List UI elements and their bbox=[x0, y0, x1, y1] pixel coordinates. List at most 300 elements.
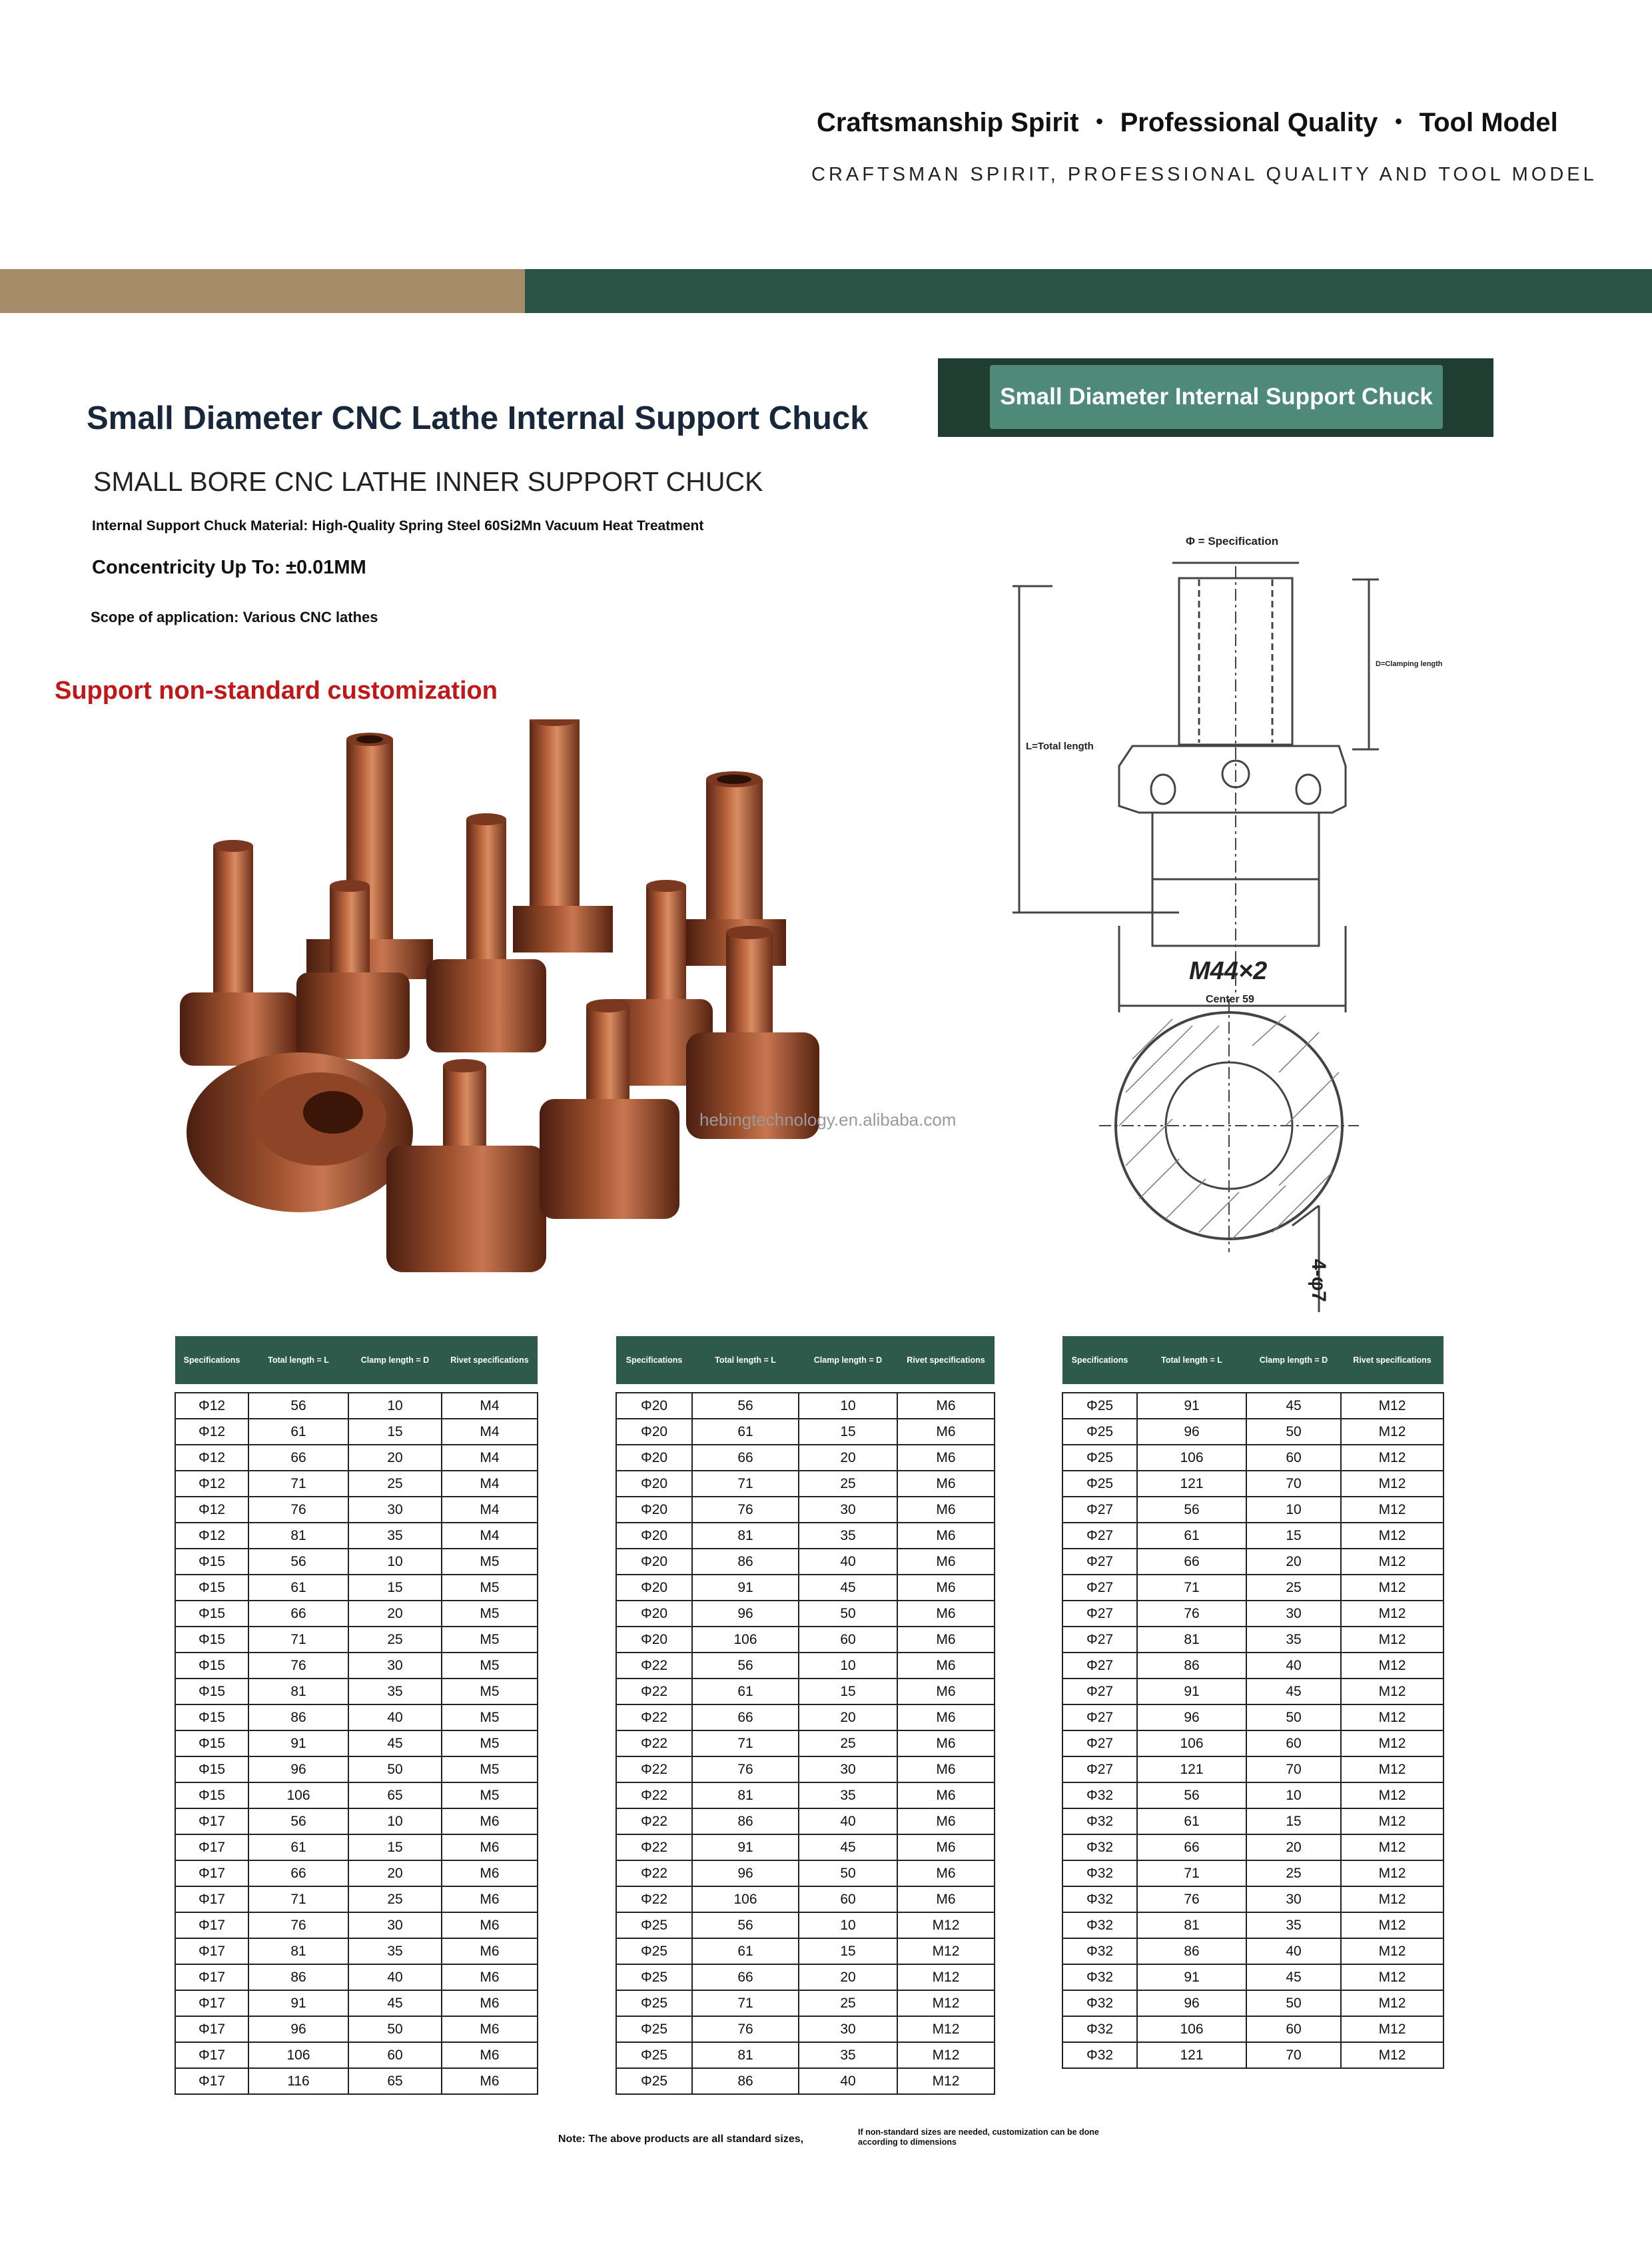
table-row bbox=[1062, 1445, 1444, 1471]
cell-clamp-length: 35 bbox=[799, 1523, 897, 1549]
chuck-left bbox=[180, 840, 300, 1066]
cell-rivet: M12 bbox=[1341, 1393, 1444, 1419]
cell-rivet: M6 bbox=[897, 1419, 995, 1445]
slogan-subtitle: CRAFTSMAN SPIRIT, PROFESSIONAL QUALITY AND TOOL MODEL bbox=[811, 164, 1597, 185]
table-row bbox=[1062, 1419, 1444, 1445]
cell-total-length: 56 bbox=[1137, 1497, 1246, 1523]
table-row bbox=[1062, 1575, 1444, 1601]
table-row bbox=[1062, 1964, 1444, 1990]
cell-clamp-length: 35 bbox=[348, 1523, 442, 1549]
cell-total-length: 71 bbox=[692, 1730, 799, 1756]
cell-clamp-length: 35 bbox=[1246, 1627, 1341, 1653]
cell-spec: Φ17 bbox=[175, 1808, 248, 1834]
cell-clamp-length: 20 bbox=[799, 1704, 897, 1730]
total-length-label: L=Total length bbox=[1026, 741, 1094, 752]
cell-rivet: M6 bbox=[897, 1834, 995, 1860]
table-row bbox=[175, 2068, 538, 2094]
table-row bbox=[616, 1419, 995, 1445]
concentricity-text: Concentricity Up To: ±0.01MM bbox=[92, 557, 366, 578]
cell-clamp-length: 30 bbox=[1246, 1886, 1341, 1912]
cell-spec: Φ27 bbox=[1062, 1653, 1137, 1679]
header-specifications: Specifications bbox=[1062, 1336, 1137, 1384]
cell-clamp-length: 35 bbox=[348, 1938, 442, 1964]
cell-clamp-length: 15 bbox=[348, 1419, 442, 1445]
cell-rivet: M6 bbox=[442, 1860, 538, 1886]
table-row bbox=[616, 1756, 995, 1782]
cell-rivet: M6 bbox=[897, 1679, 995, 1704]
cell-spec: Φ22 bbox=[616, 1886, 692, 1912]
cell-rivet: M5 bbox=[442, 1627, 538, 1653]
table-row bbox=[175, 1990, 538, 2016]
cell-total-length: 106 bbox=[1137, 2016, 1246, 2042]
cell-clamp-length: 50 bbox=[799, 1601, 897, 1627]
cell-clamp-length: 20 bbox=[1246, 1834, 1341, 1860]
cell-clamp-length: 45 bbox=[799, 1834, 897, 1860]
cell-clamp-length: 10 bbox=[348, 1549, 442, 1575]
cell-rivet: M6 bbox=[897, 1601, 995, 1627]
cell-rivet: M12 bbox=[1341, 1886, 1444, 1912]
cell-spec: Φ27 bbox=[1062, 1756, 1137, 1782]
cell-rivet: M6 bbox=[897, 1808, 995, 1834]
cell-spec: Φ15 bbox=[175, 1704, 248, 1730]
cell-spec: Φ17 bbox=[175, 1964, 248, 1990]
cell-rivet: M12 bbox=[897, 2042, 995, 2068]
table-row bbox=[1062, 1990, 1444, 2016]
cell-total-length: 121 bbox=[1137, 1471, 1246, 1497]
cell-rivet: M12 bbox=[1341, 1549, 1444, 1575]
cell-spec: Φ17 bbox=[175, 2042, 248, 2068]
cell-spec: Φ22 bbox=[616, 1653, 692, 1679]
cell-spec: Φ32 bbox=[1062, 1808, 1137, 1834]
cell-clamp-length: 20 bbox=[799, 1445, 897, 1471]
cell-clamp-length: 60 bbox=[1246, 2016, 1341, 2042]
cell-spec: Φ22 bbox=[616, 1756, 692, 1782]
table-row bbox=[1062, 1523, 1444, 1549]
table-row bbox=[175, 1419, 538, 1445]
cell-spec: Φ20 bbox=[616, 1471, 692, 1497]
cell-spec: Φ20 bbox=[616, 1601, 692, 1627]
cell-total-length: 76 bbox=[1137, 1886, 1246, 1912]
cell-rivet: M12 bbox=[897, 2016, 995, 2042]
table-row bbox=[616, 1393, 995, 1419]
cell-total-length: 81 bbox=[692, 1523, 799, 1549]
cell-total-length: 86 bbox=[692, 1808, 799, 1834]
cell-clamp-length: 25 bbox=[1246, 1860, 1341, 1886]
cell-total-length: 56 bbox=[1137, 1782, 1246, 1808]
cell-clamp-length: 10 bbox=[348, 1393, 442, 1419]
table-row bbox=[616, 1730, 995, 1756]
cell-spec: Φ25 bbox=[616, 2068, 692, 2094]
cell-total-length: 61 bbox=[248, 1834, 348, 1860]
cell-rivet: M6 bbox=[897, 1549, 995, 1575]
cell-spec: Φ17 bbox=[175, 2068, 248, 2094]
cell-rivet: M6 bbox=[442, 1834, 538, 1860]
cell-rivet: M6 bbox=[442, 1990, 538, 2016]
table-row bbox=[1062, 1471, 1444, 1497]
table-row bbox=[175, 1756, 538, 1782]
cell-clamp-length: 20 bbox=[1246, 1549, 1341, 1575]
center-label: Center 59 bbox=[1206, 994, 1254, 1005]
cell-clamp-length: 25 bbox=[348, 1886, 442, 1912]
cell-spec: Φ25 bbox=[1062, 1393, 1137, 1419]
cell-rivet: M12 bbox=[1341, 1445, 1444, 1471]
cell-rivet: M6 bbox=[897, 1627, 995, 1653]
cell-spec: Φ20 bbox=[616, 1627, 692, 1653]
table-row bbox=[1062, 1497, 1444, 1523]
cell-rivet: M6 bbox=[442, 1886, 538, 1912]
cell-spec: Φ27 bbox=[1062, 1730, 1137, 1756]
cell-rivet: M6 bbox=[897, 1497, 995, 1523]
note-custom: If non-standard sizes are needed, customization can be done according to dimensions bbox=[858, 2127, 1099, 2147]
cell-clamp-length: 15 bbox=[1246, 1808, 1341, 1834]
cell-rivet: M12 bbox=[1341, 1730, 1444, 1756]
cell-rivet: M6 bbox=[897, 1730, 995, 1756]
cell-clamp-length: 45 bbox=[348, 1730, 442, 1756]
cell-clamp-length: 60 bbox=[1246, 1730, 1341, 1756]
cell-rivet: M12 bbox=[1341, 1575, 1444, 1601]
cell-clamp-length: 25 bbox=[1246, 1575, 1341, 1601]
cell-total-length: 86 bbox=[692, 2068, 799, 2094]
cell-spec: Φ32 bbox=[1062, 2042, 1137, 2068]
cell-spec: Φ15 bbox=[175, 1679, 248, 1704]
table-row bbox=[616, 2016, 995, 2042]
cell-total-length: 76 bbox=[692, 1497, 799, 1523]
product-badge: Small Diameter Internal Support Chuck bbox=[990, 365, 1443, 429]
table-row bbox=[1062, 1860, 1444, 1886]
cell-spec: Φ17 bbox=[175, 1860, 248, 1886]
cell-rivet: M12 bbox=[1341, 1679, 1444, 1704]
cell-total-length: 76 bbox=[692, 1756, 799, 1782]
cell-spec: Φ17 bbox=[175, 1834, 248, 1860]
header-total-length: Total length = L bbox=[248, 1336, 348, 1384]
header-rivet-spec: Rivet specifications bbox=[442, 1336, 538, 1384]
thread-label: M44×2 bbox=[1189, 957, 1268, 985]
cell-total-length: 86 bbox=[692, 1549, 799, 1575]
cell-rivet: M12 bbox=[1341, 1782, 1444, 1808]
cell-spec: Φ22 bbox=[616, 1704, 692, 1730]
cell-clamp-length: 35 bbox=[799, 2042, 897, 2068]
cell-rivet: M6 bbox=[442, 1912, 538, 1938]
cell-rivet: M12 bbox=[1341, 1990, 1444, 2016]
table-row bbox=[175, 1679, 538, 1704]
cell-rivet: M6 bbox=[897, 1471, 995, 1497]
cell-rivet: M6 bbox=[442, 2016, 538, 2042]
cell-rivet: M6 bbox=[897, 1886, 995, 1912]
cell-total-length: 61 bbox=[692, 1938, 799, 1964]
cell-total-length: 76 bbox=[248, 1653, 348, 1679]
cell-rivet: M4 bbox=[442, 1497, 538, 1523]
cell-clamp-length: 40 bbox=[1246, 1938, 1341, 1964]
cell-spec: Φ27 bbox=[1062, 1601, 1137, 1627]
table-row bbox=[175, 1704, 538, 1730]
cell-total-length: 106 bbox=[692, 1627, 799, 1653]
table-row bbox=[175, 1938, 538, 1964]
cell-total-length: 91 bbox=[1137, 1964, 1246, 1990]
cell-spec: Φ22 bbox=[616, 1860, 692, 1886]
material-text: Internal Support Chuck Material: High-Quality Spring Steel 60Si2Mn Vacuum Heat Treatment bbox=[92, 518, 704, 534]
cell-clamp-length: 40 bbox=[799, 1549, 897, 1575]
table-row bbox=[175, 1575, 538, 1601]
product-photo bbox=[167, 719, 966, 1292]
cell-total-length: 86 bbox=[1137, 1938, 1246, 1964]
cell-clamp-length: 10 bbox=[799, 1912, 897, 1938]
cell-spec: Φ22 bbox=[616, 1782, 692, 1808]
cell-rivet: M6 bbox=[897, 1704, 995, 1730]
cell-rivet: M12 bbox=[1341, 1497, 1444, 1523]
cell-clamp-length: 40 bbox=[1246, 1653, 1341, 1679]
spec-label: Φ = Specification bbox=[1186, 535, 1279, 548]
cell-total-length: 61 bbox=[1137, 1523, 1246, 1549]
cell-spec: Φ17 bbox=[175, 1912, 248, 1938]
cell-total-length: 121 bbox=[1137, 2042, 1246, 2068]
spec-table bbox=[1062, 1336, 1444, 2069]
cell-rivet: M12 bbox=[897, 1938, 995, 1964]
cell-total-length: 76 bbox=[248, 1912, 348, 1938]
table-row bbox=[616, 1653, 995, 1679]
cell-total-length: 76 bbox=[692, 2016, 799, 2042]
table-row bbox=[175, 1730, 538, 1756]
cell-spec: Φ25 bbox=[616, 1938, 692, 1964]
cell-total-length: 91 bbox=[1137, 1393, 1246, 1419]
cell-spec: Φ25 bbox=[1062, 1445, 1137, 1471]
cell-rivet: M5 bbox=[442, 1782, 538, 1808]
cell-total-length: 66 bbox=[1137, 1834, 1246, 1860]
cell-total-length: 71 bbox=[692, 1990, 799, 2016]
cell-spec: Φ15 bbox=[175, 1575, 248, 1601]
cell-rivet: M12 bbox=[1341, 2016, 1444, 2042]
cell-spec: Φ22 bbox=[616, 1834, 692, 1860]
cell-spec: Φ15 bbox=[175, 1756, 248, 1782]
cell-total-length: 56 bbox=[248, 1393, 348, 1419]
cell-rivet: M12 bbox=[1341, 1419, 1444, 1445]
cell-rivet: M12 bbox=[1341, 1808, 1444, 1834]
header-rivet-spec: Rivet specifications bbox=[897, 1336, 995, 1384]
cell-clamp-length: 40 bbox=[799, 1808, 897, 1834]
table-row bbox=[616, 1886, 995, 1912]
cell-clamp-length: 15 bbox=[348, 1834, 442, 1860]
cell-spec: Φ17 bbox=[175, 1938, 248, 1964]
color-band-tan bbox=[0, 269, 525, 313]
cell-rivet: M12 bbox=[1341, 1834, 1444, 1860]
cell-spec: Φ15 bbox=[175, 1730, 248, 1756]
cell-rivet: M5 bbox=[442, 1653, 538, 1679]
cell-spec: Φ27 bbox=[1062, 1523, 1137, 1549]
cell-clamp-length: 60 bbox=[799, 1627, 897, 1653]
table-row bbox=[1062, 1808, 1444, 1834]
header-specifications: Specifications bbox=[616, 1336, 692, 1384]
cell-spec: Φ27 bbox=[1062, 1704, 1137, 1730]
cell-total-length: 96 bbox=[692, 1860, 799, 1886]
cell-clamp-length: 30 bbox=[348, 1912, 442, 1938]
cell-spec: Φ20 bbox=[616, 1497, 692, 1523]
table-row bbox=[616, 1964, 995, 1990]
cell-spec: Φ20 bbox=[616, 1523, 692, 1549]
cell-total-length: 121 bbox=[1137, 1756, 1246, 1782]
cell-spec: Φ20 bbox=[616, 1549, 692, 1575]
cell-total-length: 96 bbox=[1137, 1419, 1246, 1445]
technical-drawing bbox=[999, 526, 1452, 1325]
cell-rivet: M6 bbox=[897, 1575, 995, 1601]
cell-spec: Φ32 bbox=[1062, 1912, 1137, 1938]
cell-total-length: 86 bbox=[248, 1964, 348, 1990]
table-row bbox=[616, 1990, 995, 2016]
cell-rivet: M12 bbox=[1341, 1860, 1444, 1886]
cell-clamp-length: 50 bbox=[1246, 1419, 1341, 1445]
cell-rivet: M5 bbox=[442, 1679, 538, 1704]
cell-clamp-length: 60 bbox=[799, 1886, 897, 1912]
cell-total-length: 56 bbox=[248, 1549, 348, 1575]
cell-clamp-length: 35 bbox=[1246, 1912, 1341, 1938]
cell-rivet: M12 bbox=[897, 1990, 995, 2016]
cell-clamp-length: 30 bbox=[1246, 1601, 1341, 1627]
chuck-front-left bbox=[187, 1052, 413, 1212]
note-standard: Note: The above products are all standard sizes, bbox=[558, 2133, 804, 2145]
cell-rivet: M12 bbox=[897, 1912, 995, 1938]
table-row bbox=[1062, 1653, 1444, 1679]
cell-spec: Φ12 bbox=[175, 1523, 248, 1549]
cell-rivet: M4 bbox=[442, 1523, 538, 1549]
cell-clamp-length: 70 bbox=[1246, 1471, 1341, 1497]
clamping-label: D=Clamping length bbox=[1376, 660, 1443, 668]
cell-clamp-length: 15 bbox=[799, 1938, 897, 1964]
cell-total-length: 91 bbox=[692, 1575, 799, 1601]
cell-rivet: M12 bbox=[1341, 1627, 1444, 1653]
cell-spec: Φ32 bbox=[1062, 1834, 1137, 1860]
table-row bbox=[1062, 1704, 1444, 1730]
cell-total-length: 81 bbox=[248, 1679, 348, 1704]
cell-total-length: 71 bbox=[1137, 1860, 1246, 1886]
table-row bbox=[175, 1808, 538, 1834]
table-row bbox=[616, 1782, 995, 1808]
cell-rivet: M12 bbox=[1341, 1756, 1444, 1782]
cell-clamp-length: 45 bbox=[1246, 1964, 1341, 1990]
cell-rivet: M12 bbox=[1341, 1523, 1444, 1549]
header-clamp-length: Clamp length = D bbox=[799, 1336, 897, 1384]
cell-total-length: 96 bbox=[248, 2016, 348, 2042]
cell-total-length: 86 bbox=[248, 1704, 348, 1730]
table-row bbox=[175, 1834, 538, 1860]
cell-total-length: 61 bbox=[248, 1419, 348, 1445]
cell-total-length: 76 bbox=[248, 1497, 348, 1523]
cell-spec: Φ25 bbox=[616, 1964, 692, 1990]
cell-clamp-length: 10 bbox=[1246, 1497, 1341, 1523]
cell-total-length: 106 bbox=[1137, 1730, 1246, 1756]
cell-rivet: M12 bbox=[1341, 1704, 1444, 1730]
cell-total-length: 66 bbox=[248, 1860, 348, 1886]
cell-clamp-length: 40 bbox=[799, 2068, 897, 2094]
cell-clamp-length: 30 bbox=[799, 2016, 897, 2042]
cell-rivet: M4 bbox=[442, 1471, 538, 1497]
cell-spec: Φ32 bbox=[1062, 2016, 1137, 2042]
cell-total-length: 81 bbox=[692, 1782, 799, 1808]
cell-rivet: M12 bbox=[897, 1964, 995, 1990]
cell-total-length: 56 bbox=[692, 1912, 799, 1938]
cell-rivet: M5 bbox=[442, 1730, 538, 1756]
cell-clamp-length: 65 bbox=[348, 1782, 442, 1808]
table-row bbox=[616, 2068, 995, 2094]
cell-rivet: M4 bbox=[442, 1393, 538, 1419]
cell-total-length: 96 bbox=[1137, 1704, 1246, 1730]
cell-total-length: 71 bbox=[248, 1886, 348, 1912]
cell-clamp-length: 15 bbox=[799, 1679, 897, 1704]
cell-total-length: 56 bbox=[692, 1393, 799, 1419]
cell-total-length: 106 bbox=[1137, 1445, 1246, 1471]
cell-clamp-length: 35 bbox=[348, 1679, 442, 1704]
table-row bbox=[616, 1445, 995, 1471]
cell-clamp-length: 65 bbox=[348, 2068, 442, 2094]
cell-total-length: 56 bbox=[692, 1653, 799, 1679]
cell-clamp-length: 40 bbox=[348, 1704, 442, 1730]
slogan: Craftsmanship Spirit ・ Professional Quality ・ Tool Model bbox=[817, 108, 1558, 137]
table-row bbox=[616, 1834, 995, 1860]
cell-clamp-length: 50 bbox=[799, 1860, 897, 1886]
cell-clamp-length: 25 bbox=[799, 1990, 897, 2016]
cell-total-length: 91 bbox=[248, 1730, 348, 1756]
cell-rivet: M12 bbox=[897, 2068, 995, 2094]
cell-clamp-length: 60 bbox=[1246, 1445, 1341, 1471]
table-row bbox=[616, 1808, 995, 1834]
cell-rivet: M6 bbox=[442, 1938, 538, 1964]
cell-clamp-length: 15 bbox=[348, 1575, 442, 1601]
cell-spec: Φ15 bbox=[175, 1601, 248, 1627]
cell-rivet: M5 bbox=[442, 1756, 538, 1782]
table-row bbox=[1062, 1601, 1444, 1627]
table-row bbox=[1062, 1938, 1444, 1964]
cell-spec: Φ12 bbox=[175, 1471, 248, 1497]
cell-total-length: 66 bbox=[248, 1445, 348, 1471]
table-row bbox=[616, 1704, 995, 1730]
cell-clamp-length: 20 bbox=[348, 1601, 442, 1627]
cell-rivet: M5 bbox=[442, 1601, 538, 1627]
header-total-length: Total length = L bbox=[1137, 1336, 1246, 1384]
cell-spec: Φ12 bbox=[175, 1445, 248, 1471]
cell-rivet: M12 bbox=[1341, 1471, 1444, 1497]
table-row bbox=[175, 2042, 538, 2068]
cell-spec: Φ25 bbox=[616, 2042, 692, 2068]
cell-rivet: M6 bbox=[442, 2042, 538, 2068]
cell-clamp-length: 30 bbox=[348, 1497, 442, 1523]
cell-rivet: M4 bbox=[442, 1419, 538, 1445]
cell-total-length: 71 bbox=[248, 1627, 348, 1653]
cell-spec: Φ12 bbox=[175, 1497, 248, 1523]
table-row bbox=[616, 1860, 995, 1886]
table-row bbox=[1062, 1627, 1444, 1653]
table-row bbox=[175, 1601, 538, 1627]
cell-spec: Φ17 bbox=[175, 2016, 248, 2042]
cell-rivet: M6 bbox=[897, 1756, 995, 1782]
cell-total-length: 61 bbox=[692, 1679, 799, 1704]
cell-spec: Φ17 bbox=[175, 1990, 248, 2016]
cell-total-length: 91 bbox=[692, 1834, 799, 1860]
cell-clamp-length: 25 bbox=[799, 1730, 897, 1756]
table-row bbox=[616, 1627, 995, 1653]
cell-total-length: 61 bbox=[248, 1575, 348, 1601]
cell-clamp-length: 70 bbox=[1246, 2042, 1341, 2068]
cell-clamp-length: 10 bbox=[799, 1393, 897, 1419]
cell-rivet: M12 bbox=[1341, 1964, 1444, 1990]
cell-clamp-length: 70 bbox=[1246, 1756, 1341, 1782]
cell-rivet: M12 bbox=[1341, 1912, 1444, 1938]
cell-rivet: M6 bbox=[442, 1964, 538, 1990]
page-title: Small Diameter CNC Lathe Internal Support Chuck bbox=[87, 400, 869, 436]
cell-total-length: 106 bbox=[248, 1782, 348, 1808]
cell-clamp-length: 20 bbox=[799, 1964, 897, 1990]
cell-clamp-length: 50 bbox=[1246, 1704, 1341, 1730]
cell-clamp-length: 45 bbox=[1246, 1393, 1341, 1419]
cell-total-length: 96 bbox=[248, 1756, 348, 1782]
cell-spec: Φ25 bbox=[616, 1912, 692, 1938]
cell-rivet: M4 bbox=[442, 1445, 538, 1471]
